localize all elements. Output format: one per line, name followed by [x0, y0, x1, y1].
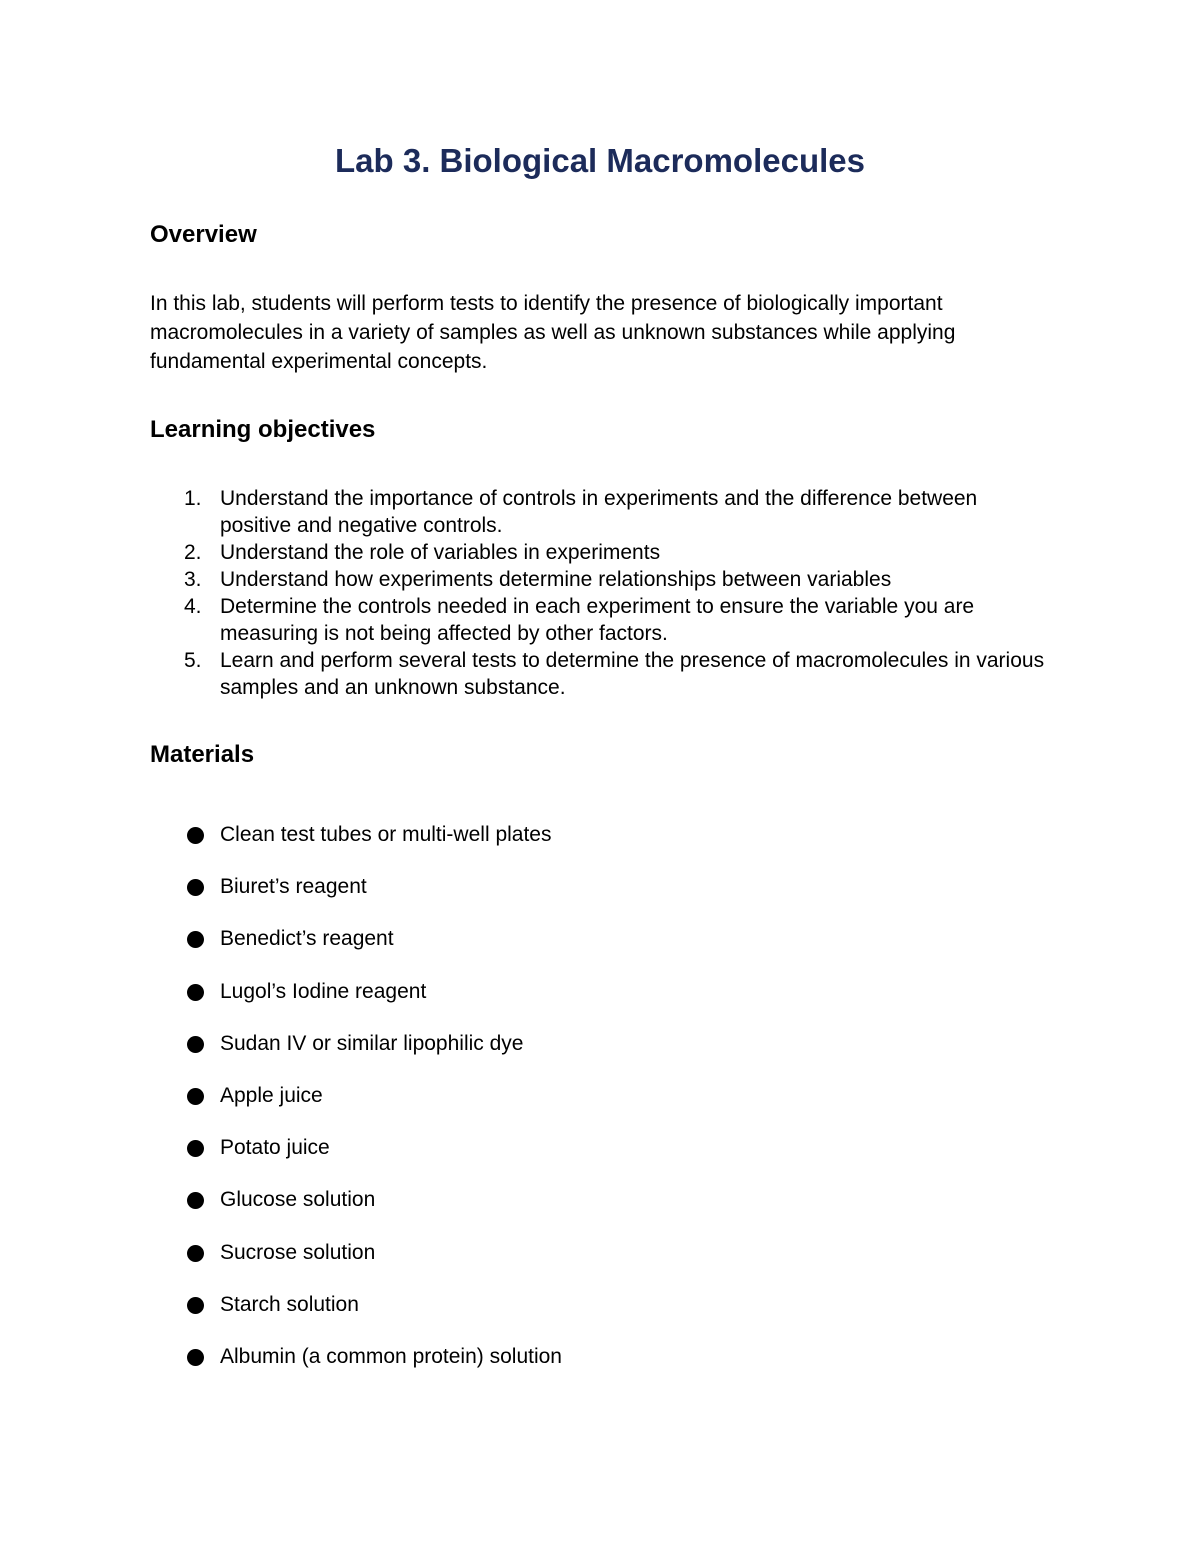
list-item — [150, 872, 1050, 924]
list-item-number: 3. — [184, 568, 202, 591]
bullet-icon — [187, 1297, 204, 1314]
list-item — [150, 924, 1050, 976]
materials-heading: Materials — [150, 741, 255, 768]
list-item — [150, 1290, 1050, 1342]
list-item-number: 1. — [184, 487, 202, 510]
overview-text: In this lab, students will perform tests to identify the presence of biologically important macromolecules in a variety of samples as well as unknown substances while applying fundamental experimental concepts. — [150, 292, 956, 373]
list-item-text: Biuret’s reagent — [220, 875, 367, 899]
list-item-number: 2. — [184, 541, 202, 564]
list-item-number: 5. — [184, 649, 202, 672]
bullet-icon — [187, 1192, 204, 1209]
bullet-icon — [187, 879, 204, 896]
list-item-text: Determine the controls needed in each experiment to ensure the variable you are measuring is not being affected by other factors. — [220, 595, 975, 645]
list-item-text: Albumin (a common protein) solution — [220, 1344, 562, 1368]
list-item-text: Understand how experiments determine relationships between variables — [220, 568, 892, 591]
bullet-icon — [187, 984, 204, 1001]
list-item — [150, 1238, 1050, 1290]
list-item — [150, 1081, 1050, 1133]
list-item — [150, 539, 1050, 566]
list-item-text: Understand the importance of controls in experiments and the difference between positive and negative controls. — [220, 487, 978, 537]
list-item-number: 4. — [184, 595, 202, 618]
document-title: Lab 3. Biological Macromolecules — [335, 142, 865, 179]
list-item-text: Lugol’s Iodine reagent — [220, 979, 427, 1003]
list-item-text: Sudan IV or similar lipophilic dye — [220, 1031, 524, 1055]
learning-objectives-list — [150, 485, 1050, 701]
bullet-icon — [187, 1140, 204, 1157]
list-item — [150, 566, 1050, 593]
learning-objectives-heading: Learning objectives — [150, 416, 376, 443]
list-item-text: Glucose solution — [220, 1188, 376, 1212]
overview-heading: Overview — [150, 221, 257, 248]
list-item-text: Understand the role of variables in experiments — [220, 541, 661, 564]
list-item-text: Sucrose solution — [220, 1240, 376, 1264]
list-item — [150, 593, 1050, 647]
materials-list — [150, 820, 1050, 1394]
list-item-text: Learn and perform several tests to determine the presence of macromolecules in various samples and an unknown substance. — [220, 649, 1045, 699]
list-item — [150, 1342, 1050, 1394]
bullet-icon — [187, 827, 204, 844]
list-item-text: Potato juice — [220, 1136, 330, 1160]
bullet-icon — [187, 931, 204, 948]
bullet-icon — [187, 1088, 204, 1105]
list-item — [150, 977, 1050, 1029]
bullet-icon — [187, 1245, 204, 1262]
list-item — [150, 647, 1050, 701]
list-item-text: Starch solution — [220, 1292, 359, 1316]
list-item — [150, 1133, 1050, 1185]
list-item-text: Benedict’s reagent — [220, 927, 394, 951]
list-item — [150, 820, 1050, 872]
bullet-icon — [187, 1036, 204, 1053]
list-item — [150, 485, 1050, 539]
list-item-text: Clean test tubes or multi-well plates — [220, 823, 552, 846]
bullet-icon — [187, 1349, 204, 1366]
list-item — [150, 1029, 1050, 1081]
list-item-text: Apple juice — [220, 1083, 323, 1107]
list-item — [150, 1185, 1050, 1237]
